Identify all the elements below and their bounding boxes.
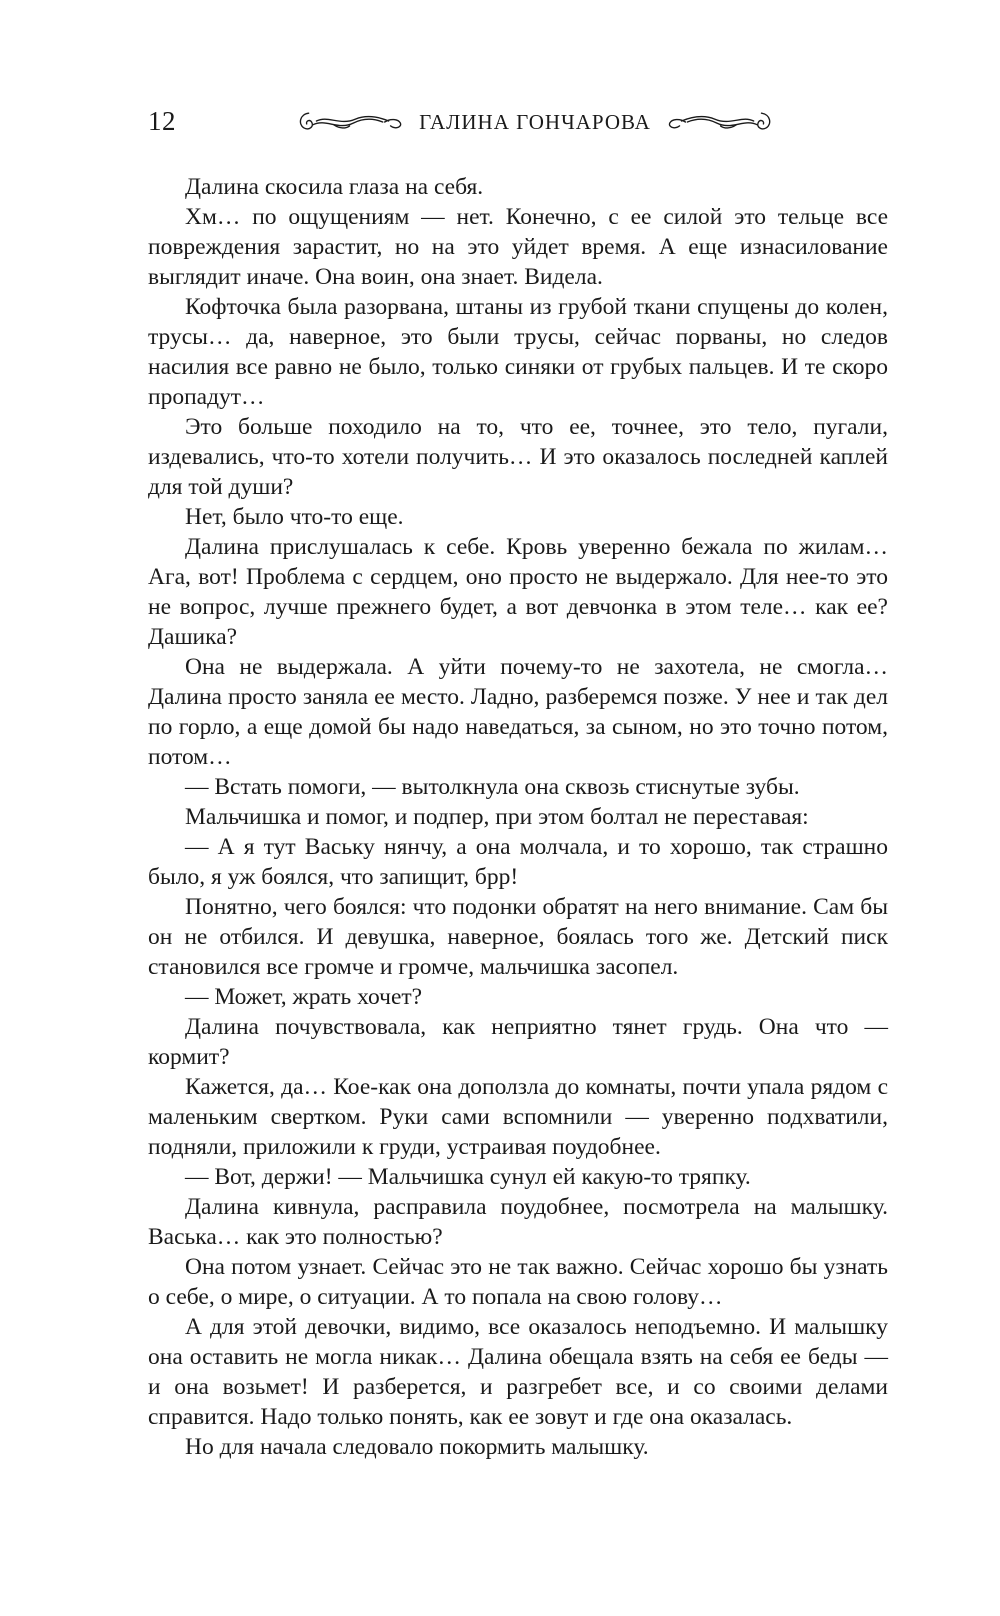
paragraph: Это больше походило на то, что ее, точнее, это тело, пугали, издевались, что-то хотели получить… И это оказалось последней каплей для той души? xyxy=(148,414,888,500)
paragraph: Но для начала следовало покормить малышку. xyxy=(185,1434,649,1460)
flourish-ornament-icon xyxy=(295,108,407,136)
flourish-ornament-icon xyxy=(663,108,775,136)
paragraph: Мальчишка и помог, и подпер, при этом болтал не переставая: xyxy=(185,804,809,830)
paragraph: Понятно, чего боялся: что подонки обратят на него внимание. Сам бы он не отбился. И девушка, наверное, боялась того же. Детский писк становился все громче и громче, мальчишка засопел. xyxy=(148,894,888,980)
running-head xyxy=(295,104,775,140)
page-number: 12 xyxy=(148,106,176,136)
paragraph: Нет, было что-то еще. xyxy=(185,504,404,530)
paragraph: Далина прислушалась к себе. Кровь уверенно бежала по жилам… Ага, вот! Проблема с сердцем, оно просто не выдержало. Для нее-то это не вопрос, лучше прежнего будет, а вот девчонка в этом теле… как ее? Дашика? xyxy=(148,534,888,650)
dialogue-line: — Может, жрать хочет? xyxy=(185,984,423,1010)
author-title: ГАЛИНА ГОНЧАРОВА xyxy=(419,109,651,134)
paragraph: А для этой девочки, видимо, все оказалось неподъемно. И малышку она оставить не могла никак… Далина обещала взять на себя ее беды — и она возьмет! И разберется, и разгребет все, и со своими делами справится. Надо только понять, как ее зовут и где она оказалась. xyxy=(148,1314,888,1430)
paragraph: Хм… по ощущениям — нет. Конечно, с ее силой это тельце все повреждения зарастит, но на это уйдет время. А еще изнасилование выглядит иначе. Она воин, она знает. Видела. xyxy=(148,204,888,290)
paragraph: Кажется, да… Кое-как она доползла до комнаты, почти упала рядом с маленьким свертком. Руки сами вспомнили — уверенно подхватили, подняли, приложили к груди, устраивая поудобнее. xyxy=(148,1074,888,1160)
paragraph: Далина кивнула, расправила поудобнее, посмотрела на малышку. Васька… как это полностью? xyxy=(148,1194,888,1250)
paragraph: Она не выдержала. А уйти почему-то не захотела, не смогла… Далина просто заняла ее место. Ладно, разберемся позже. У нее и так дел по горло, а еще домой бы надо наведаться, за сыном, но это точно потом, потом… xyxy=(148,654,888,770)
paragraph: Кофточка была разорвана, штаны из грубой ткани спущены до колен, трусы… да, наверное, это были трусы, сейчас порваны, но следов насилия все равно не было, только синяки от грубых пальцев. И те скоро пропадут… xyxy=(148,294,888,410)
paragraph: Далина скосила глаза на себя. xyxy=(185,174,484,200)
dialogue-line: — Встать помоги, — вытолкнула она сквозь стиснутые зубы. xyxy=(185,774,800,800)
body-text xyxy=(148,172,888,1462)
dialogue-line: — А я тут Ваську нянчу, а она молчала, и то хорошо, так страшно было, я уж боялся, что запищит, брр! xyxy=(148,834,888,890)
paragraph: Далина почувствовала, как неприятно тянет грудь. Она что — кормит? xyxy=(148,1014,888,1070)
paragraph: Она потом узнает. Сейчас это не так важно. Сейчас хорошо бы узнать о себе, о мире, о ситуации. А то попала на свою голову… xyxy=(148,1254,888,1310)
dialogue-line: — Вот, держи! — Мальчишка сунул ей какую-то тряпку. xyxy=(185,1164,751,1190)
